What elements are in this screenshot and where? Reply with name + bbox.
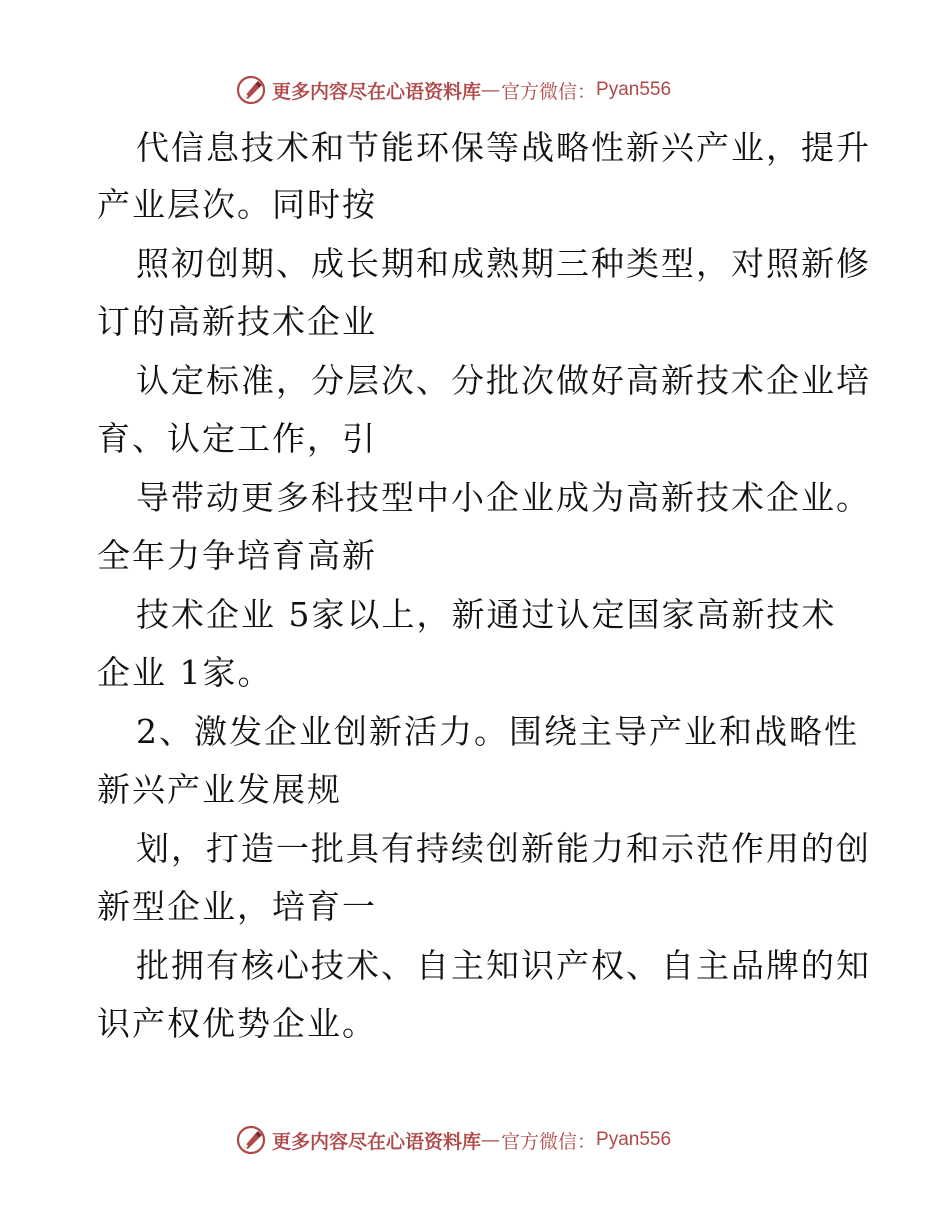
header-banner [236,74,716,106]
body-line: 产业层次。同时按 [97,185,377,224]
body-line: 识产权优势企业。 [97,1004,377,1043]
footer-account-id: Pyan556 [596,1129,672,1150]
body-line: 导带动更多科技型中小企业成为高新技术企业。 [136,478,871,517]
footer-banner [236,1124,716,1156]
header-account-label: 官方微信： [501,80,597,103]
body-line: 新兴产业发展规 [97,770,342,809]
body-line: 代信息技术和节能环保等战略性新兴产业，提升 [136,128,871,167]
pen-nib-logo-icon [236,1125,266,1155]
body-line: 技术企业 5家以上，新通过认定国家高新技术 [136,595,837,634]
header-brand-text: 更多内容尽在心语资料库 [272,80,482,103]
footer-separator: — [481,1129,502,1151]
header-separator: — [481,79,502,101]
body-line: 订的高新技术企业 [97,302,377,341]
body-line: 认定标准，分层次、分批次做好高新技术企业培 [136,361,871,400]
body-line: 育、认定工作，引 [97,419,377,458]
body-line: 新型企业，培育一 [97,887,377,926]
body-line: 批拥有核心技术、自主知识产权、自主品牌的知 [136,946,871,985]
header-account-id: Pyan556 [596,79,672,100]
body-line: 划，打造一批具有持续创新能力和示范作用的创 [136,829,871,868]
footer-brand-text: 更多内容尽在心语资料库 [272,1130,482,1153]
footer-account-label: 官方微信： [501,1130,597,1153]
body-line: 企业 1家。 [97,653,273,692]
body-line: 全年力争培育高新 [97,536,377,575]
body-line: 照初创期、成长期和成熟期三种类型，对照新修 [136,244,871,283]
body-line: 2、激发企业创新活力。围绕主导产业和战略性 [136,712,859,751]
pen-nib-logo-icon [236,75,266,105]
